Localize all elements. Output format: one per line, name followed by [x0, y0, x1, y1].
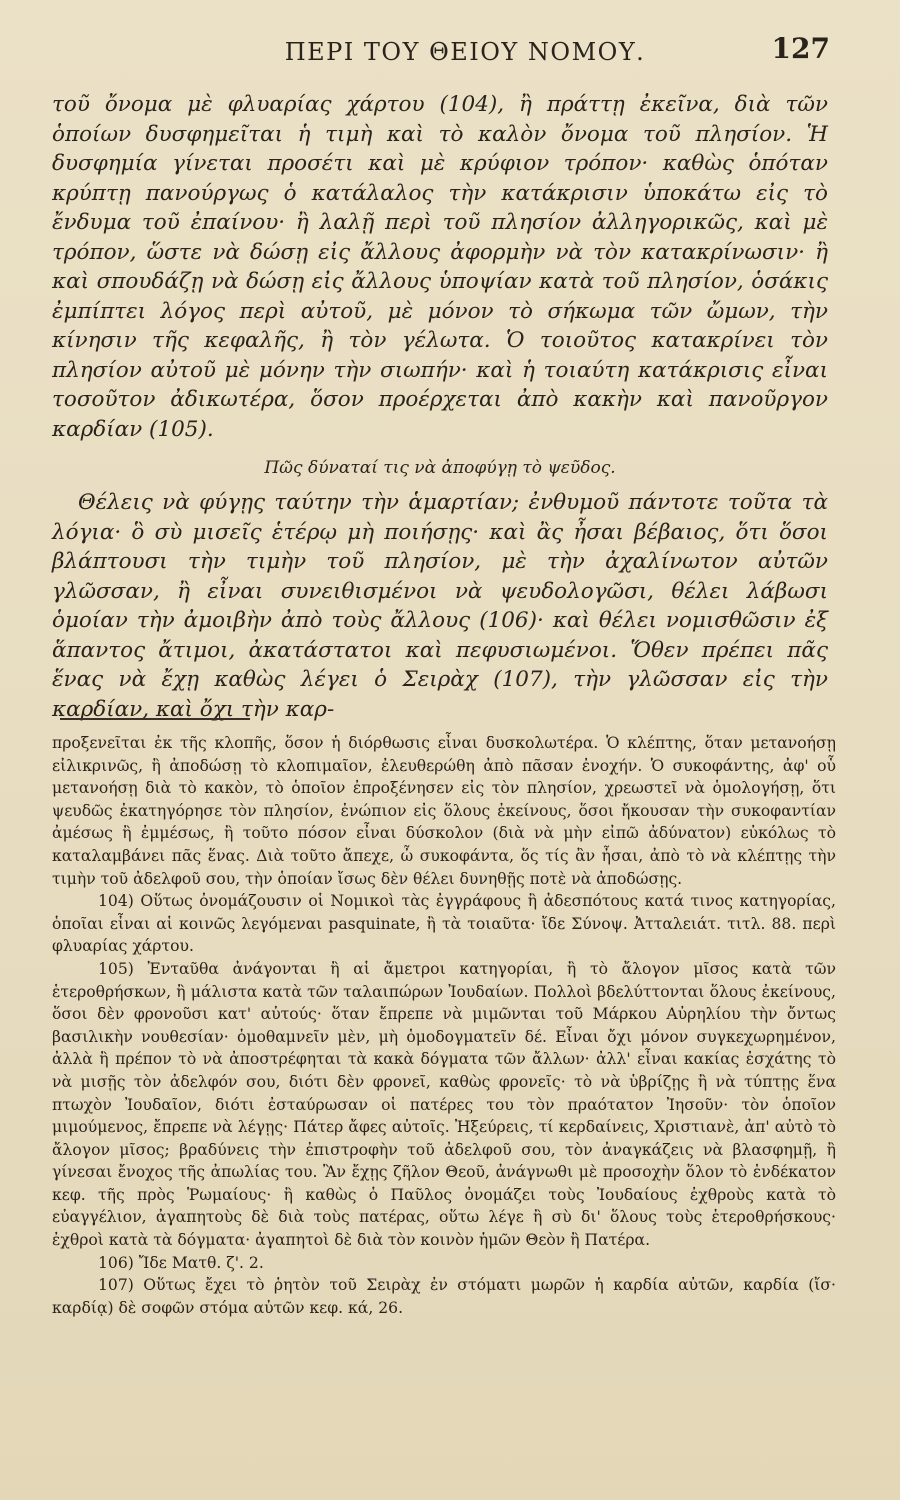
page-header — [100, 32, 830, 72]
footnotes — [52, 732, 836, 1319]
body-paragraph: Θέλεις νὰ φύγῃς ταύτην τὴν ἁμαρτίαν; ἐνθυμοῦ πάντοτε τοῦτα τὰ λόγια· ὃ σὺ μισεῖς ἑτέρῳ μὴ ποιήσῃς· καὶ ἂς ἦσαι βέβαιος, ὅτι ὅσοι βλάπτουσι τὴν τιμὴν τοῦ πλησίον, μὲ τὴν ἀχαλίνωτον αὐτῶν γλῶσσαν, ἢ εἶναι συνειθισμένοι νὰ ψευδολογῶσι, θέλει λάβωσι ὁμοίαν τὴν ἀμοιβὴν ἀπὸ τοὺς ἄλλους (106)· καὶ θέλει νομισθῶσιν ἐξ ἅπαντος ἄτιμοι, ἀκατάστατοι καὶ πεφυσιωμένοι. Ὅθεν πρέπει πᾶς ἕνας νὰ ἔχῃ καθὼς λέγει ὁ Σειρὰχ (107), τὴν γλῶσσαν εἰς τὴν καρδίαν, καὶ ὄχι τὴν καρ- — [52, 490, 828, 722]
page-number: 127 — [771, 32, 830, 65]
main-text — [52, 90, 828, 724]
footnote-106: 106) Ἴδε Ματθ. ζ'. 2. — [98, 1253, 264, 1272]
body-paragraph: τοῦ ὄνομα μὲ φλυαρίας χάρτου (104), ἢ πράττῃ ἐκεῖνα, διὰ τῶν ὁποίων δυσφημεῖται ἡ τιμὴ καὶ τὸ καλὸν ὄνομα τοῦ πλησίον. Ἡ δυσφημία γίνεται προσέτι καὶ μὲ κρύφιον τρόπον· καθὼς ὁπόταν κρύπτῃ πανούργως ὁ κατάλαλος τὴν κατάκρισιν ὑποκάτω εἰς τὸ ἔνδυμα τοῦ ἐπαίνου· ἢ λαλῇ περὶ τοῦ πλησίον ἀλληγορικῶς, καὶ μὲ τρόπον, ὥστε νὰ δώσῃ εἰς ἄλλους ἀφορμὴν νὰ τὸν κατακρίνωσιν· ἢ καὶ σπουδάζῃ νὰ δώσῃ εἰς ἄλλους ὑποψίαν κατὰ τοῦ πλησίον, ὁσάκις ἐμπίπτει λόγος περὶ αὐτοῦ, μὲ μόνον τὸ σήκωμα τῶν ὤμων, τὴν κίνησιν τῆς κεφαλῆς, ἢ τὸν γέλωτα. Ὁ τοιοῦτος κατακρίνει τὸν πλησίον αὐτοῦ μὲ μόνην τὴν σιωπήν· καὶ ἡ τοιαύτη κατάκρισις εἶναι τοσοῦτον ἀδικωτέρα, ὅσον προέρχεται ἀπὸ κακὴν καὶ πανοῦργον καρδίαν (105). — [52, 92, 828, 442]
footnote-continuation: προξενεῖται ἐκ τῆς κλοπῆς, ὅσον ἡ διόρθωσις εἶναι δυσκολωτέρα. Ὁ κλέπτης, ὅταν μετανοήσῃ εἰλικρινῶς, ἢ ἀποδώσῃ τὸ κλοπιμαῖον, ἐλευθερώθη ἀπὸ πᾶσαν ἐνοχήν. Ὁ συκοφάντης, ἀφ' οὗ μετανοήσῃ διὰ τὸ κακὸν, τὸ ὁποῖον ἐπροξένησεν εἰς τὸν πλησίον, χρεωστεῖ νὰ ὁμολογήσῃ, ὅτι ψευδῶς ἐκατηγόρησε τὸν πλησίον, ἐνώπιον εἰς ὅλους ἐκείνους, ὅσοι ἤκουσαν τὴν συκοφαντίαν ἀμέσως ἢ ἐμμέσως, ἢ τοῦτο πόσον εἶναι δύσκολον (διὰ νὰ μὴν εἰπῶ ἀδύνατον) εὐκόλως τὸ καταλαμβάνει πᾶς ἕνας. Διὰ τοῦτο ἄπεχε, ὦ συκοφάντα, ὅς τίς ἂν ἦσαι, ἀπὸ τὸ νὰ κλέπτῃς τὴν τιμὴν τοῦ ἀδελφοῦ σου, τὴν ὁποίαν ἴσως δὲν θέλει δυνηθῇς ποτὲ νὰ ἀποδώσῃς. — [52, 734, 836, 888]
footnote-104: 104) Οὕτως ὀνομάζουσιν οἱ Νομικοὶ τὰς ἐγγράφους ἢ ἀδεσπότους κατά τινος κατηγορίας, ὁποῖαι εἶναι αἱ κοινῶς λεγόμεναι pasquinate, ἢ τὰ τοιαῦτα· ἴδε Σύνοψ. Ἀτταλειάτ. τιτλ. 88. περὶ φλυαρίας χάρτου. — [52, 892, 836, 956]
section-subheading: Πῶς δύναταί τις νὰ ἀποφύγῃ τὸ ψεῦδος. — [264, 458, 616, 478]
footnote-105: 105) Ἐνταῦθα ἀνάγονται ἢ αἱ ἄμετροι κατηγορίαι, ἢ τὸ ἄλογον μῖσος κατὰ τῶν ἑτεροθρήσκων, ἢ μάλιστα κατὰ τῶν ταλαιπώρων Ἰουδαίων. Πολλοὶ βδελύττονται ὅλους ἐκείνους, ὅσοι δὲν φρονοῦσι κατ' αὐτούς· ὅταν ἔπρεπε νὰ μιμῶνται τοῦ Μάρκου Αὐρηλίου τὴν ὄντως βασιλικὴν νουθεσίαν· ὁμοθαμνεῖν μὲν, μὴ ὁμοδογματεῖν δέ. Εἶναι ὄχι μόνον συγκεχωρημένον, ἀλλὰ ἢ πρέπον τὸ νὰ ἀποστρέφηται τὰ κακὰ δόγματα τῶν ἄλλων· ἀλλ' εἶναι κακίας ἐσχάτης τὸ νὰ μισῇς τὸν ἀδελφόν σου, διότι δὲν φρονεῖ, καθὼς φρονεῖς· τὸ νὰ ὑβρίζῃς ἢ νὰ τύπτῃς ἕνα πτωχὸν Ἰουδαῖον, διότι ἐσταύρωσαν οἱ πατέρες του τὸν πραότατον Ἰησοῦν· τὸν ὁποῖον μιμούμενος, ἔπρεπε νὰ λέγῃς· Πάτερ ἄφες αὐτοῖς. Ἠξεύρεις, τί κερδαίνεις, Χριστιανὲ, ἀπ' αὐτὸ τὸ ἄλογον μῖσος; βραδύνεις τὴν ἐπιστροφὴν τοῦ ἀδελφοῦ σου, τὸν ἀναγκάζεις νὰ βλασφημῇ, ἢ γίνεσαι ἔνοχος τῆς ἀπωλίας του. Ἂν ἔχῃς ζῆλον Θεοῦ, ἀνάγνωθι μὲ προσοχὴν ὅλον τὸ ἑνδέκατον κεφ. τῆς πρὸς Ῥωμαίους· ἢ καθὼς ὁ Παῦλος ὀνομάζει τοὺς Ἰουδαίους ἐχθροὺς κατὰ τὸ εὐαγγέλιον, ἀγαπητοὺς δὲ διὰ τοὺς πατέρας, οὕτω λέγε ἢ σὺ δι' ὅλους τοὺς ἑτεροθρήσκους· ἐχθροὶ κατὰ τὰ δόγματα· ἀγαπητοὶ δὲ διὰ τὸν κοινὸν ἡμῶν Θεὸν ἢ Πατέρα. — [52, 959, 836, 1250]
footnote-107: 107) Οὕτως ἔχει τὸ ῥητὸν τοῦ Σειρὰχ ἐν στόματι μωρῶν ἡ καρδία αὐτῶν, καρδία (ἴσ· καρδίᾳ) δὲ σοφῶν στόμα αὐτῶν κεφ. κά, 26. — [52, 1276, 836, 1317]
footnote-divider — [60, 718, 250, 720]
running-title: ΠΕΡΙ ΤΟΥ ΘΕΙΟΥ ΝΟΜΟΥ. — [284, 38, 646, 66]
